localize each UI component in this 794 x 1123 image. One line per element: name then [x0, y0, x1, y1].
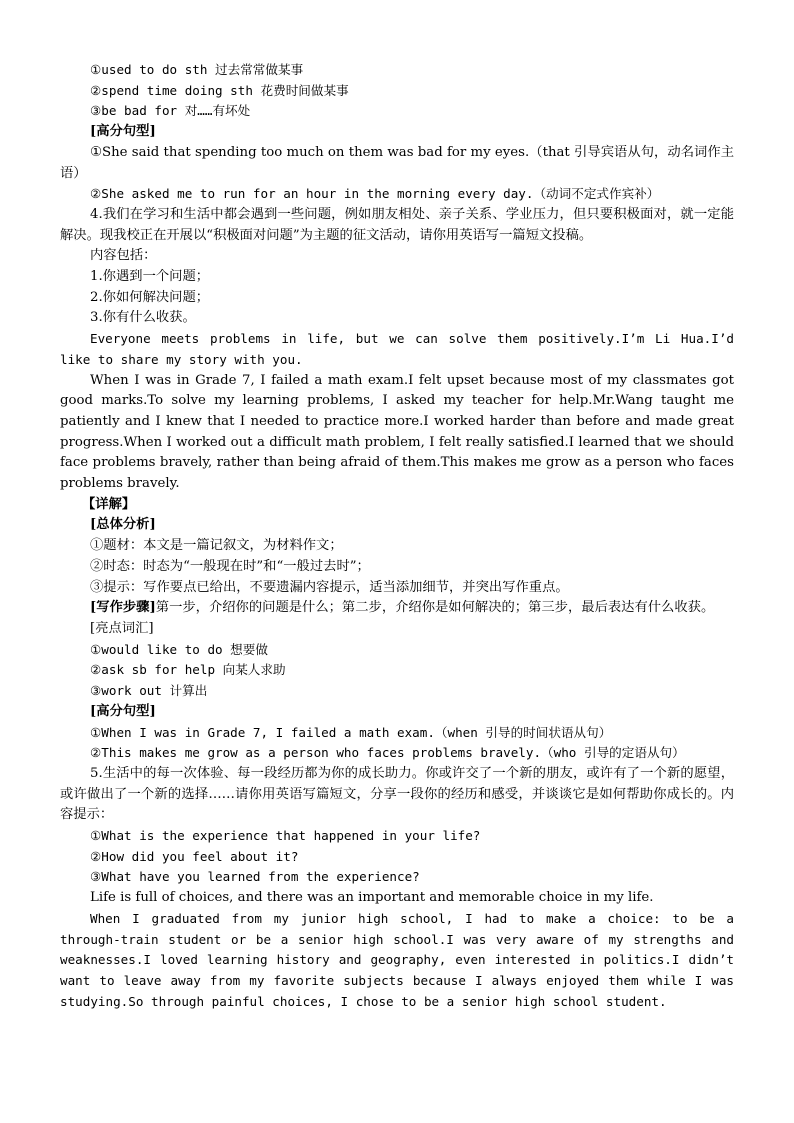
content-label: 内容包括： — [90, 248, 157, 264]
essay-paragraph: When I was in Grade 7, I failed a math exam.I felt upset because most of my classmates got good marks.To solve my learning problems, I asked my teacher for help.Mr.Wang taught me patiently and I knew that I needed to practice more.I worked harder than before and made great progress.When I worked out a difficult math problem, I felt really satisfied.I learned that we should face problems bravely, rather than being afraid of them.This makes me grow as a person who faces problems bravely. — [60, 372, 734, 492]
sentence-item: ②She asked me to run for an hour in the morning every day.（动词不定式作宾补） — [90, 186, 660, 202]
vocab-item: ③be bad for 对……有坏处 — [90, 103, 251, 119]
content-point: 2.你如何解决问题； — [90, 289, 210, 305]
sentence-item: ①She said that spending too much on them was bad for my eyes.（that 引导宾语从句，动名词作主语） — [60, 144, 734, 181]
sentence-item: ②This makes me grow as a person who faces problems bravely.（who 引导的定语从句） — [90, 745, 685, 761]
vocab-item: ②spend time doing sth 花费时间做某事 — [90, 82, 349, 98]
writing-steps — [60, 598, 734, 619]
section-heading: [亮点词汇] — [90, 620, 154, 636]
content-point: 3.你有什么收获。 — [90, 310, 196, 326]
essay-paragraph: When I graduated from my junior high school, I had to make a choice: to be a through-train student or be a senior high school.I was very aware of my strengths and weaknesses.I loved learning history and geography, even interested in politics.I didn’t want to leave away from my favorite subjects because I always enjoyed them while I was studying.So through painful choices, I chose to be a senior high school student. — [60, 910, 734, 1009]
essay-paragraph: Life is full of choices, and there was an important and memorable choice in my life. — [90, 890, 654, 906]
prompt-item: ②How did you feel about it? — [90, 848, 299, 864]
sentence-item: ①When I was in Grade 7, I failed a math exam.（when 引导的时间状语从句） — [90, 724, 612, 740]
vocab-item: ①would like to do 想要做 — [90, 641, 268, 657]
section-heading: [写作步骤] — [90, 600, 156, 616]
essay-paragraph: Everyone meets problems in life, but we can solve them positively.I’m Li Hua.I’d like to share my story with you. — [60, 331, 734, 367]
vocab-item: ①used to do sth 过去常常做某事 — [90, 62, 304, 77]
section-heading: [高分句型] — [90, 124, 156, 140]
question-prompt: 4.我们在学习和生活中都会遇到一些问题，例如朋友相处、亲子关系、学业压力，但只要积极面对，就一定能解决。现我校正在开展以“积极面对问题”为主题的征文活动，请你用英语写一篇短文投稿。 — [60, 206, 734, 243]
section-heading: [总体分析] — [90, 517, 156, 533]
question-prompt: 5.生活中的每一次体验、每一段经历都为你的成长助力。你或许交了一个新的朋友，或许有了一个新的愿望，或许做出了一个新的选择……请你用英语写篇短文，分享一段你的经历和感受，并谈谈它是如何帮助你成长的。内容提示： — [60, 765, 734, 823]
writing-steps-text: 第一步，介绍你的问题是什么；第二步，介绍你是如何解决的；第三步，最后表达有什么收获。 — [155, 600, 715, 616]
analysis-item: ③提示：写作要点已给出，不要遗漏内容提示，适当添加细节，并突出写作重点。 — [90, 579, 569, 595]
document-page — [60, 60, 734, 1012]
prompt-item: ①What is the experience that happened in your life? — [90, 828, 481, 844]
prompt-item: ③What have you learned from the experience? — [90, 869, 420, 885]
section-heading: 【详解】 — [82, 496, 136, 512]
vocab-item: ③work out 计算出 — [90, 683, 208, 699]
analysis-item: ②时态：时态为“一般现在时”和“一般过去时”； — [90, 558, 370, 574]
section-heading: [高分句型] — [90, 703, 156, 719]
content-point: 1.你遇到一个问题； — [90, 269, 210, 285]
vocab-item: ②ask sb for help 向某人求助 — [90, 662, 286, 678]
analysis-item: ①题材：本文是一篇记叙文，为材料作文； — [90, 538, 343, 554]
